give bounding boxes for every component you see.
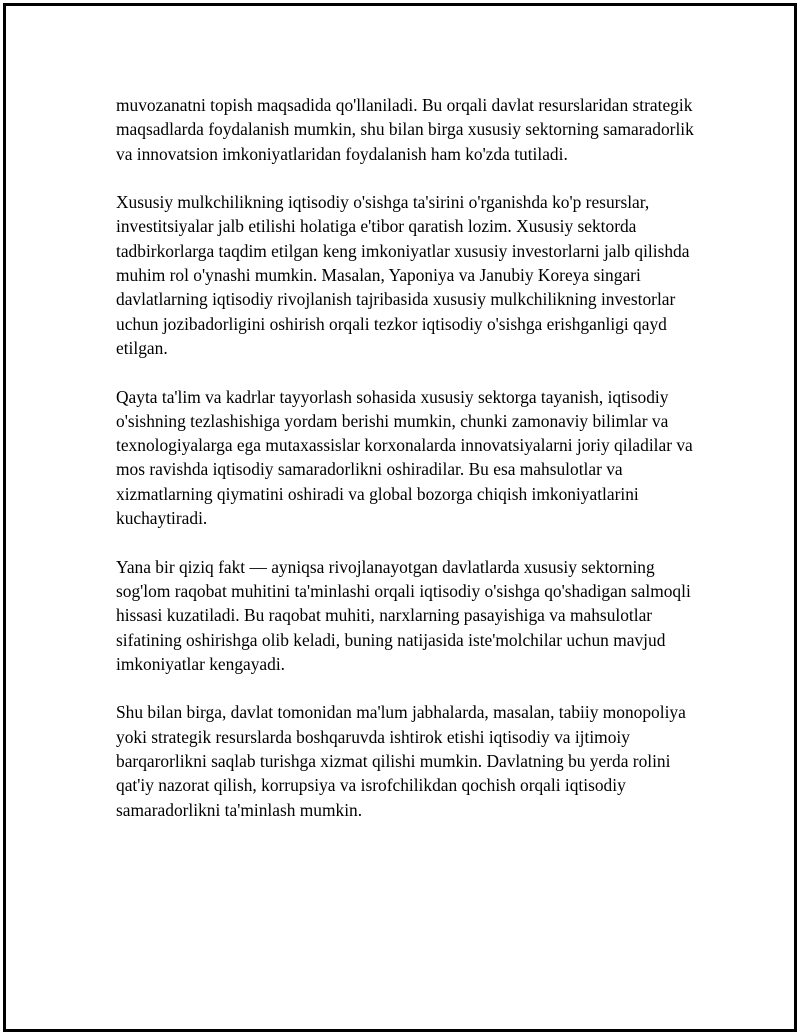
paragraph-5: Shu bilan birga, davlat tomonidan ma'lum jabhalarda, masalan, tabiiy monopoliya yoki strategik resurslarda boshqaruvda ishtirok etishi iqtisodiy va ijtimoiy barqarorlikni saqlab turishga xizmat qilishi mumkin. Davlatning bu yerda rolini qat'iy nazorat qilish, korrupsiya va isrofchilikdan qochish orqali iqtisodiy samaradorlikni ta'minlash mumkin. [116,702,686,820]
paragraph-3: Qayta ta'lim va kadrlar tayyorlash sohasida xususiy sektorga tayanish, iqtisodiy o'sishning tezlashishiga yordam berishi mumkin, chunki zamonaviy bilimlar va texnologiyalarga ega mutaxassislar korxonalarda innovatsiyalarni joriy qiladilar va mos ravishda iqtisodiy samaradorlikni oshiradilar. Bu esa mahsulotlar va xizmatlarning qiymatini oshiradi va global bozorga chiqish imkoniyatlarini kuchaytiradi. [116,386,693,529]
paragraph-2: Xususiy mulkchilikning iqtisodiy o'sishga ta'sirini o'rganishda ko'p resurslar, investitsiyalar jalb etilishi holatiga e'tibor qaratish lozim. Xususiy sektorda tadbirkorlarga taqdim etilgan keng imkoniyatlar xususiy investorlarni jalb qilishda muhim rol o'ynashi mumkin. Masalan, Yaponiya va Janubiy Koreya singari davlatlarning iqtisodiy rivojlanish tajribasida xususiy mulkchilikning investorlar uchun jozibadorligini oshirish orqali tezkor iqtisodiy o'sishga erishganligi qayd etilgan. [116,192,690,358]
document-body [116,93,706,846]
paragraph-4: Yana bir qiziq fakt — ayniqsa rivojlanayotgan davlatlarda xususiy sektorning sog'lom raqobat muhitini ta'minlashi orqali iqtisodiy o'sishga qo'shadigan salmoqli hissasi kuzatiladi. Bu raqobat muhiti, narxlarning pasayishiga va mahsulotlar sifatining oshirishga olib keladi, buning natijasida iste'molchilar uchun mavjud imkoniyatlar kengayadi. [116,556,691,674]
paragraph-1: muvozanatni topish maqsadida qo'llaniladi. Bu orqali davlat resurslaridan strategik maqsadlarda foydalanish mumkin, shu bilan birga xususiy sektorning samaradorlik va innovatsion imkoniyatlaridan foydalanish ham ko'zda tutiladi. [116,95,694,164]
